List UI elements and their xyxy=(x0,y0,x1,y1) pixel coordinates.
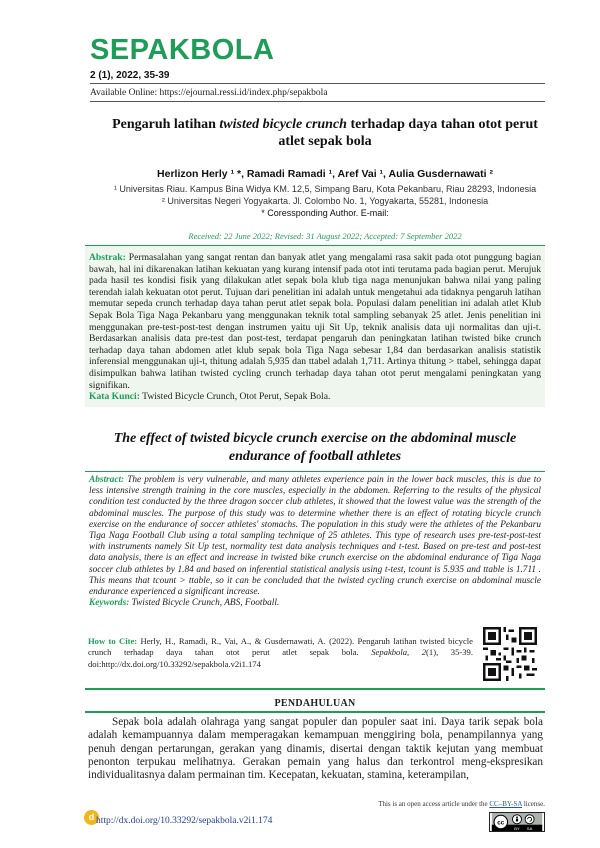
keywords-text: Twisted Bicycle Crunch, Otot Perut, Sepak Bola. xyxy=(139,391,331,403)
author-list: Herlizon Herly ¹ *, Ramadi Ramadi ¹, Aref Vai ¹, Aulia Gusdernawati ² xyxy=(157,168,493,180)
license-note: This is an open access article under the CC–BY-SA license. xyxy=(378,800,545,808)
intro-paragraph: Sepak bola adalah olahraga yang sangat populer dan populer saat ini. Daya tarik sepak bola adalah kemampuannya dalam memperagakan kemampuan menggiring bola, penampilannya yang penuh dengan pertarungan, gerakan yang dinamis, disertai dengan taktik kejutan yang membuat penonton terpukau melihatnya. Gerakan pemain yang halus dan terkontrol meng-ekspresikan individualitasnya dalam permainan tim. Kecepatan, kekuatan, stamina, keterampilan, xyxy=(88,716,543,782)
abstract-en xyxy=(85,471,545,609)
title-italic-term: twisted bicycle crunch xyxy=(219,117,347,132)
section-divider-top xyxy=(85,688,545,690)
article-dates: Received: 22 June 2022; Revised: 31 August 2022; Accepted: 7 September 2022 xyxy=(188,231,462,241)
license-link[interactable]: CC–BY-SA xyxy=(489,800,523,808)
svg-text:BY: BY xyxy=(514,826,520,832)
svg-text:cc: cc xyxy=(497,819,505,827)
header-divider xyxy=(90,83,545,84)
online-availability[interactable]: Available Online: https://ejournal.ressi.id/index.php/sepakbola xyxy=(90,88,328,98)
cite-label: How to Cite: xyxy=(88,636,138,646)
affiliation-1: ¹ Universitas Riau. Kampus Bina Widya KM. 12,5, Simpang Baru, Kota Pekanbaru, Riau 28293, Indonesia xyxy=(113,184,537,194)
doi-link[interactable]: http://dx.doi.org/10.33292/sepakbola.v2i1.174 xyxy=(96,816,273,826)
abstract-text: Permasalahan yang sangat rentan dan banyak atlet yang mengalami rasa sakit pada otot punggung bagian bawah, hal ini dikarenakan latihan kekuatan yang kurang intensif pada otot inti terutama pada bagian perut. Merujuk pada hasil tes kondisi fisik yang dilakukan atlet sepak bola klub tiga naga menunjukan bahwa nilai yang paling terendah ialah kekuatan otot perut. Tujuan dari penelitian ini adalah untuk mengetahui ada tidaknya pengaruh latihan memutar sepeda crunch terhadap daya tahan perut atlet sepak bola. Populasi dalam penelitian ini adalah atlet Klub Sepak Bola Tiga Naga Pekanbaru yang menggunakan teknik total sampling sebanyak 25 atlet. Jenis penelitian ini menggunakan pre-test-post-test dengan instrumen yaitu uji Sit Up, teknik analisis data uji normalitas dan uji-t. Berdasarkan analisis data pre-test dan post-test, terdapat pengaruh dan peningkatan latihan twisted bike crunch terhadap daya tahan abdomen atlet klub sepak bola Tiga Naga sebesar 1,84 dan berdasarkan analisis statistik inferensial menggunakan uji-t, thitung adalah 5,935 dan ttabel adalah 1,711. Artinya thitung > ttabel, sehingga dapat disimpulkan bahwa latihan twisted cycling crunch terhadap daya tahan otot perut mengalami peningkatan yang signifikan. xyxy=(89,252,541,391)
journal-name: SEPAKBOLA xyxy=(90,34,275,66)
article-title-id: Pengaruh latihan twisted bicycle crunch terhadap daya tahan otot perut atlet sepak bola xyxy=(112,117,538,149)
keywords-label: Kata Kunci: xyxy=(89,391,140,403)
header-divider-2 xyxy=(90,101,545,102)
abstract-en-text: The problem is very vulnerable, and many athletes experience pain in the lower back muscles, this is due to less intensive strength training in the core muscles, especially in the abdomen. Referring to the results of the physical condition test conducted by the three dragon soccer club athletes, it showed that the lowest value was the strength of the abdominal muscles. The purpose of this study was to determine whether there is an effect of rotating bicycle crunch exercise on the endurance of soccer athletes' stomachs. The population in this study were the athletes of the Pekanbaru Tiga Naga Football Club using a total sampling technique of 25 athletes. This type of research uses pre-test-post-test with instruments namely Sit Up test, normality test data analysis techniques and t-test. Based on pre-test and post-test data analysis, there is an effect and increase in twisted bike crunch exercise on the abdominal endurance of Tiga Naga soccer club athletes by 1.84 and based on inferential statistical analysis using t-test, tcount is 5.935 and ttable is 1.711 . This means that tcount > ttable, so it can be concluded that the twisted cycling crunch exercise on abdominal muscle endurance experienced a significant increase. xyxy=(89,475,541,598)
abstract-label: Abstrak: xyxy=(89,252,126,263)
abstract-en-label: Abstract: xyxy=(89,475,125,485)
section-heading: PENDAHULUAN xyxy=(274,698,356,709)
keywords-en-label: Keywords: xyxy=(89,598,130,609)
how-to-cite: How to Cite: Herly, H., Ramadi, R., Vai, A., & Gusdernawati, A. (2022). Pengaruh latihan twisted bicycle crunch terhadap daya tahan otot perut atlet sepak bola. Sepakbola, 2(1), 35-39. doi:http://dx.doi.org/10.33292/sepakbola.v2i1.174 xyxy=(88,636,473,669)
article-title-en: The effect of twisted bicycle crunch exercise on the abdominal muscle endurance of football athletes xyxy=(113,431,517,464)
corresponding-author: * Coressponding Author. E-mail: xyxy=(261,208,389,218)
qr-code-icon xyxy=(483,627,537,681)
svg-text:SA: SA xyxy=(526,826,533,832)
keywords-en-text: Twisted Bicycle Crunch, ABS, Football. xyxy=(129,598,280,609)
cc-by-sa-icon xyxy=(489,812,545,832)
doi-icon: d xyxy=(84,810,99,825)
abstract-id xyxy=(85,245,545,407)
volume-info: 2 (1), 2022, 35-39 xyxy=(90,70,170,81)
section-divider-bottom xyxy=(85,711,545,713)
affiliation-2: ² Universitas Negeri Yogyakarta. Jl. Colombo No. 1, Yogyakarta, 55281, Indonesia xyxy=(161,196,489,206)
